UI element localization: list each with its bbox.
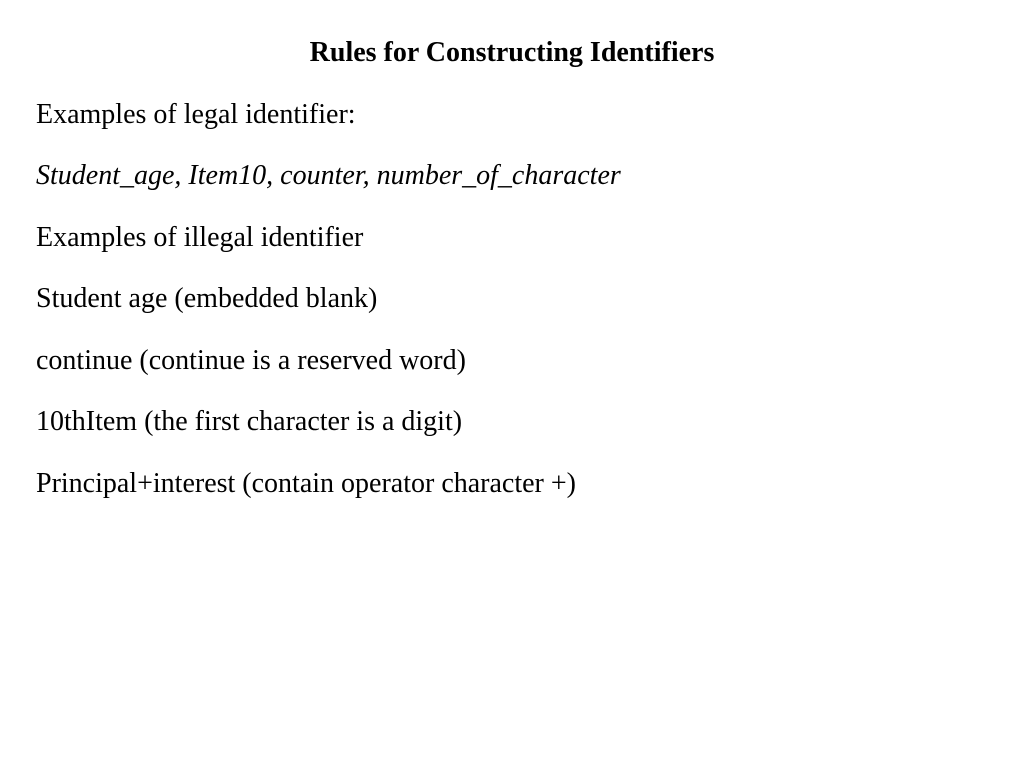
illegal-examples-heading: Examples of illegal identifier [36, 222, 364, 253]
slide-title: Rules for Constructing Identifiers [309, 37, 715, 68]
legal-examples-heading: Examples of legal identifier: [36, 99, 356, 130]
illegal-example-reserved-word: continue (continue is a reserved word) [36, 345, 466, 376]
illegal-example-embedded-blank: Student age (embedded blank) [36, 283, 378, 314]
illegal-example-operator-character: Principal+interest (contain operator character +) [36, 468, 576, 499]
illegal-example-leading-digit: 10thItem (the first character is a digit) [36, 406, 463, 437]
legal-examples-list: Student_age, Item10, counter, number_of_character [36, 160, 621, 191]
